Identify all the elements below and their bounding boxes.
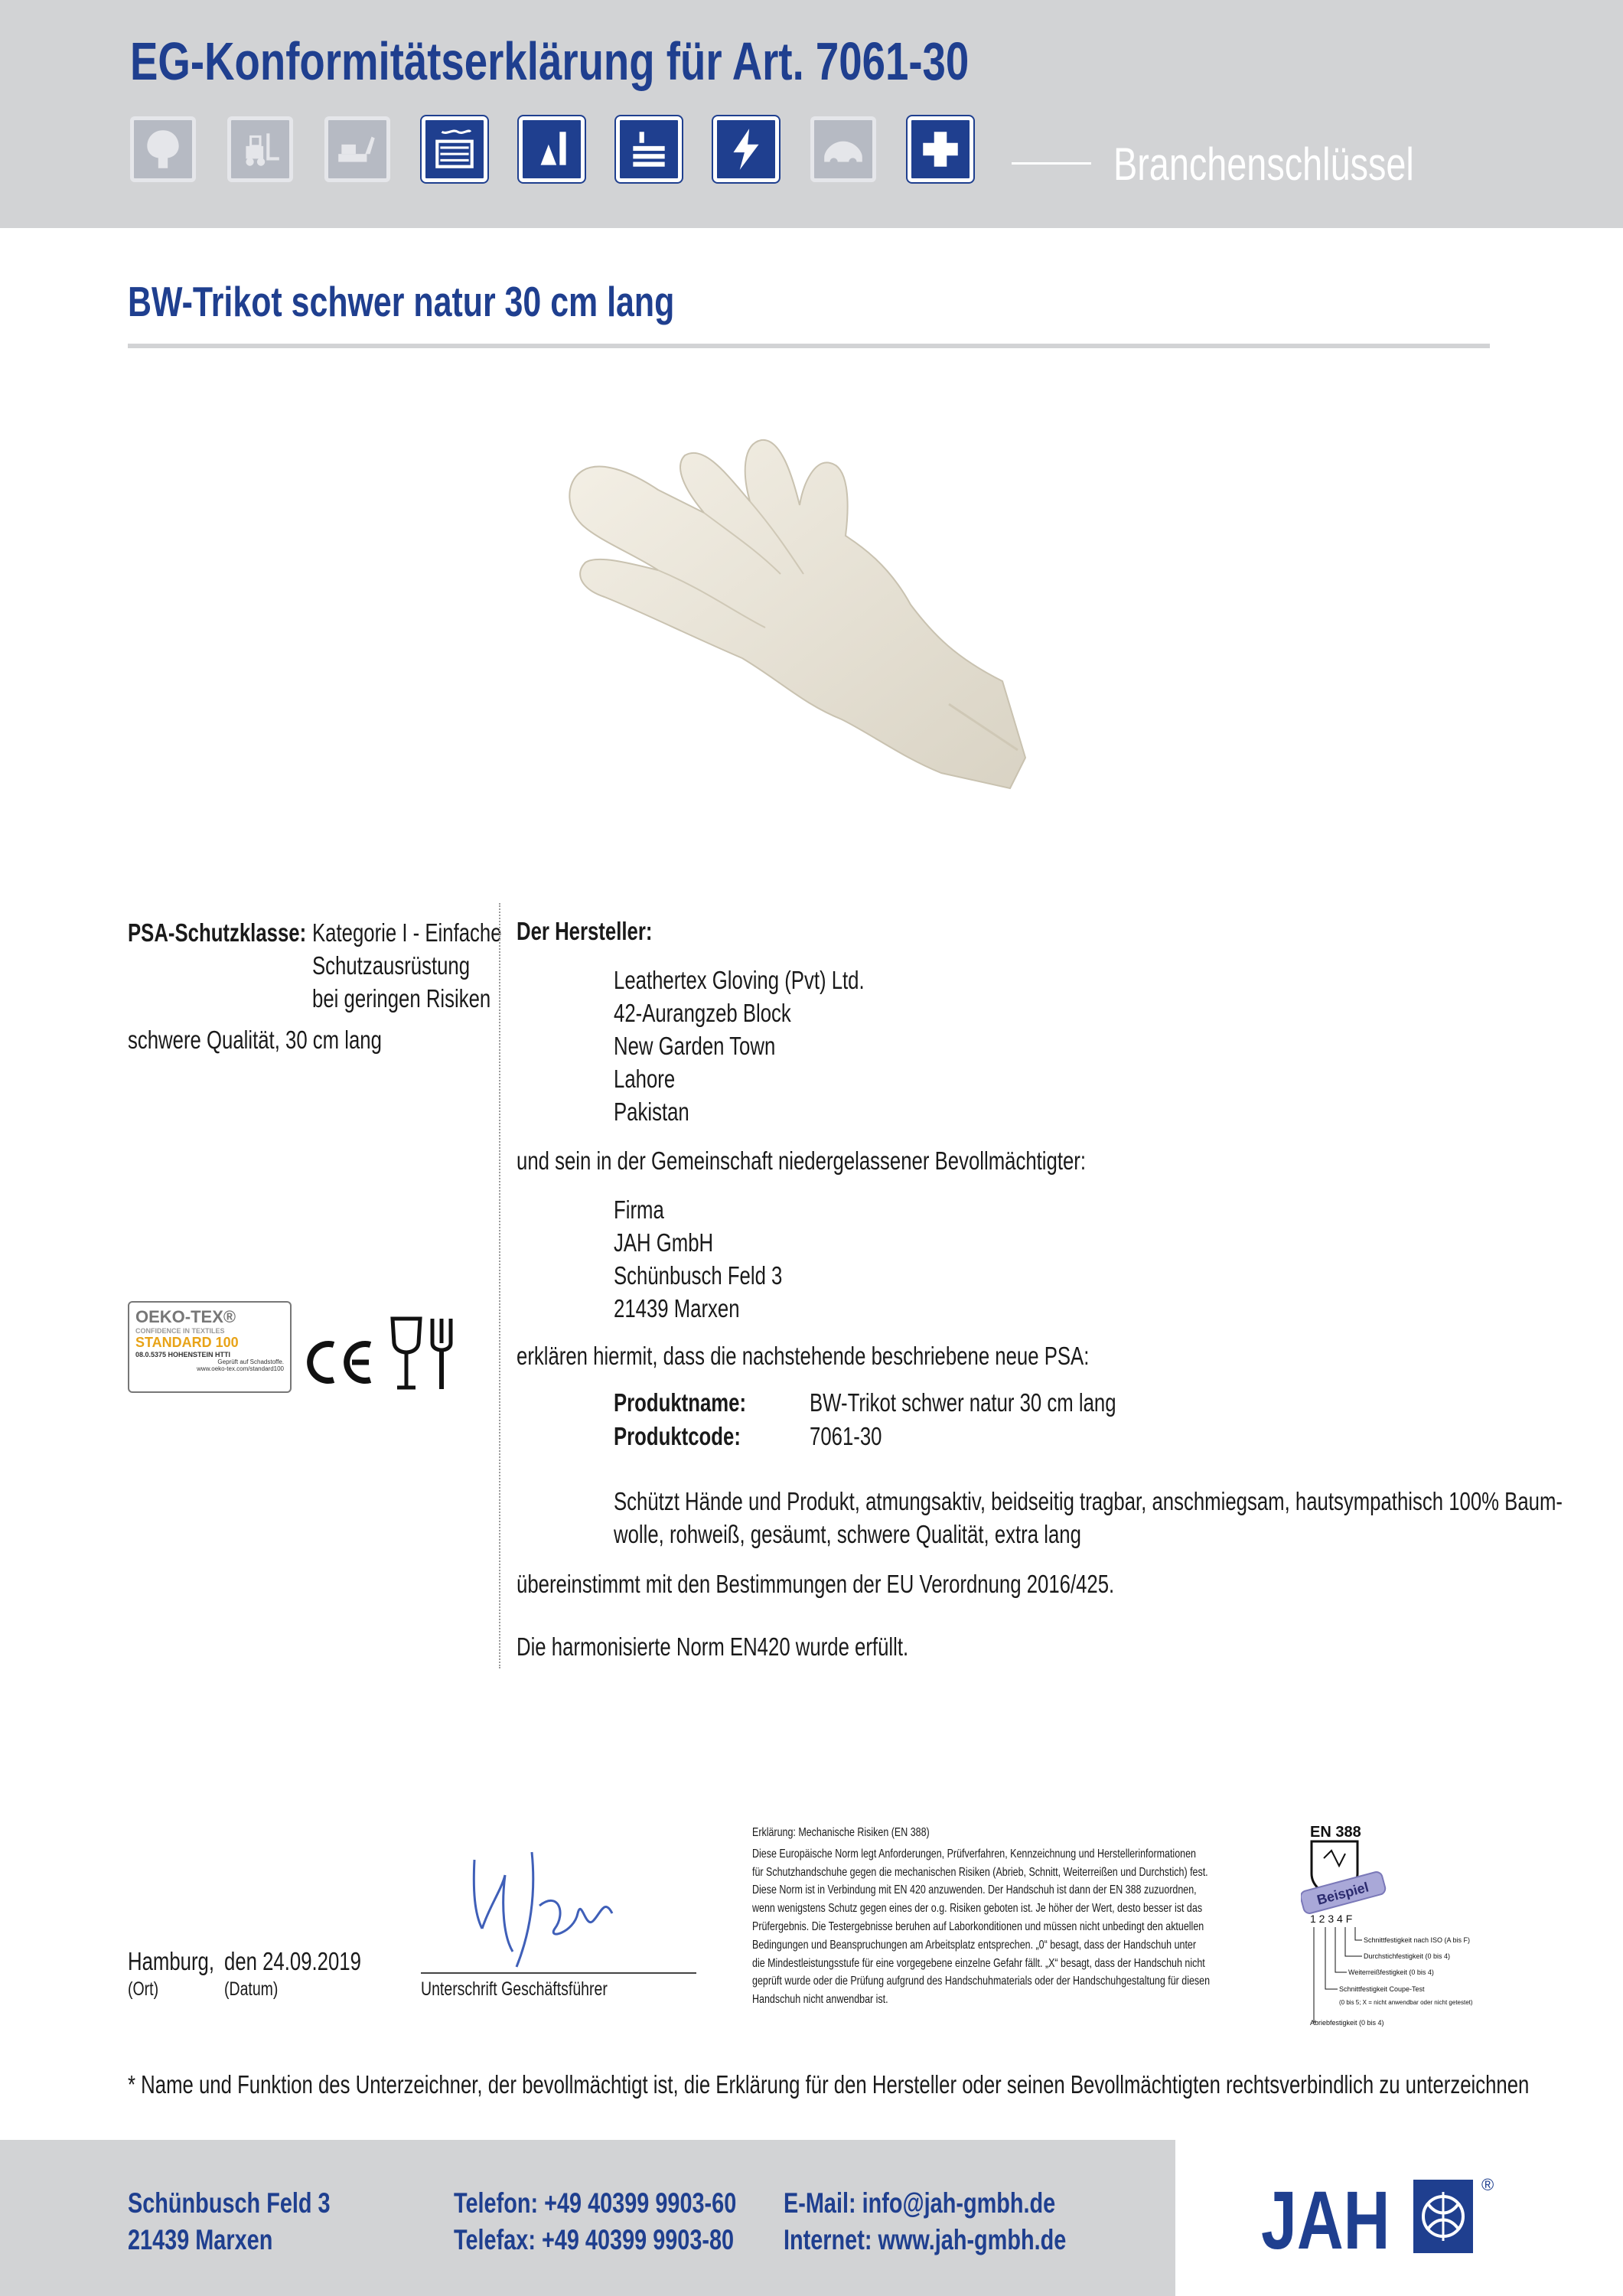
en388-legend-line: Durchstichfestigkeit (0 bis 4) [1364,1952,1451,1960]
tree-icon [130,116,196,182]
psa-class-line-2: Schutzausrüstung [312,951,471,980]
product-description-line-2: wolle, rohweiß, gesäumt, schwere Qualität, extra lang [614,1520,1081,1548]
page-header [0,0,1623,228]
en388-legend-line: Schnittfestigkeit nach ISO (A bis F) [1364,1936,1471,1944]
date-caption: (Datum) [224,1978,279,2000]
en388-legend-line: Abriebfestigkeit (0 bis 4) [1310,2019,1384,2027]
representative-address-line: Firma [614,1195,664,1224]
food-service-icon [616,116,682,182]
footer-city: 21439 Marxen [128,2224,273,2255]
product-code-value: 7061-30 [810,1422,882,1450]
representative-address-line: JAH GmbH [614,1228,714,1257]
explanation-line: wenn wenigstens Schutz gegen eines der o.g. Risiken geboten ist. Je höher der Wert, desto besser ist das [752,1902,1203,1916]
oeko-tex-standard: STANDARD 100 [135,1335,239,1350]
representative-address-line: 21439 Marxen [614,1294,740,1322]
explanation-line: Handschuh nicht anwendbar ist. [752,1993,888,2007]
oeko-tex-logo [128,1301,292,1393]
jah-emblem-icon [1413,2180,1473,2253]
product-name-label: Produktname: [614,1388,747,1417]
branch-label: Branchenschlüssel [1113,139,1414,190]
en388-legend-line: Schnittfestigkeit Coupe-Test [1339,1985,1425,1993]
construction-icon [324,116,390,182]
product-title: BW-Trikot schwer natur 30 cm lang [128,278,675,325]
jah-logo: JAH [1261,2174,1390,2266]
representative-intro: und sein in der Gemeinschaft niedergelassener Bevollmächtigter: [517,1146,1087,1175]
manufacturer-address-line: 42-Aurangzeb Block [614,999,791,1027]
explanation-line: geprüft wurde oder die Prüfung aufgrund des Handschuhmaterials oder der Handschuhgestaltung für diesen [752,1975,1211,1988]
column-divider [499,903,500,1668]
explanation-line: Bedingungen und Beanspruchungen am Arbeitsplatz entsprechen. „0“ besagt, dass der Handschuh unter [752,1938,1197,1952]
signature-date: den 24.09.2019 [224,1947,361,1975]
registered-mark: ® [1481,2175,1494,2194]
industry-icons [130,116,973,182]
quality-note: schwere Qualität, 30 cm lang [128,1026,382,1054]
representative-address-line: Schünbusch Feld 3 [614,1261,783,1290]
manufacturer-address-line: New Garden Town [614,1032,776,1060]
norm-statement: Die harmonisierte Norm EN420 wurde erfüllt. [517,1632,909,1661]
medical-cross-icon [908,116,973,182]
factory-icon [422,116,487,182]
food-safe-icon [386,1313,463,1397]
en388-digits: 1 2 3 4 F [1310,1913,1353,1925]
place-caption: (Ort) [128,1978,159,2000]
ce-mark-icon [300,1336,376,1389]
laboratory-icon [519,116,585,182]
conformity-statement: übereinstimmt mit den Bestimmungen der EU Verordnung 2016/425. [517,1570,1115,1598]
product-name-value: BW-Trikot schwer natur 30 cm lang [810,1388,1116,1417]
explanation-line: Prüfergebnis. Die Testergebnisse beruhen auf Laborkonditionen und müssen nicht unbedingt den aktuellen [752,1919,1204,1933]
oeko-tex-subtitle: CONFIDENCE IN TEXTILES [135,1327,225,1335]
psa-class-line-3: bei geringen Risiken [312,984,491,1013]
en388-legend-line: (0 bis 5; X = nicht anwendbar oder nicht getestet) [1339,1999,1473,2006]
document-title: EG-Konformitätserklärung für Art. 7061-30 [130,31,970,91]
footnote: * Name und Funktion des Unterzeichner, der bevollmächtigt ist, die Erklärung für den Hersteller oder seinen Bevollmächtigten rechtsverbindlich zu unterzeichnen [128,2070,1530,2099]
product-code-label: Produktcode: [614,1422,741,1450]
footer-website[interactable]: Internet: www.jah-gmbh.de [784,2224,1067,2255]
branch-divider [1012,162,1091,165]
manufacturer-heading: Der Hersteller: [517,917,653,945]
en388-explanation [752,1824,1280,2009]
footer-street: Schünbusch Feld 3 [128,2187,331,2219]
signature-place: Hamburg, [128,1947,215,1975]
oeko-tex-title: OEKO-TEX® [135,1307,236,1326]
psa-class-line-1: Kategorie I - Einfache [312,918,502,947]
en388-title: EN 388 [1310,1824,1361,1841]
product-description-line-1: Schützt Hände und Produkt, atmungsaktiv, beidseitig tragbar, anschmiegsam, hautsympathisch 100% Baum- [614,1487,1563,1515]
oeko-tex-note: Geprüft auf Schadstoffe. [217,1358,284,1365]
signer-caption: Unterschrift Geschäftsführer [421,1978,608,2000]
explanation-line: Diese Europäische Norm legt Anforderungen, Prüfverfahren, Kennzeichnung und Herstellerinformationen [752,1847,1196,1861]
oeko-tex-code: 08.0.5375 HOHENSTEIN HTTI [135,1351,231,1358]
manufacturer-address-line: Leathertex Gloving (Pvt) Ltd. [614,966,865,994]
en388-pictogram [1301,1820,1500,2042]
manufacturer-address-line: Lahore [614,1065,676,1093]
forklift-icon [227,116,293,182]
handwritten-signature [459,1844,627,1975]
signature-line [421,1972,696,1974]
automotive-icon [810,116,876,182]
footer-email[interactable]: E-Mail: info@jah-gmbh.de [784,2187,1056,2219]
declaration-intro: erklären hiermit, dass die nachstehende beschriebene neue PSA: [517,1342,1090,1370]
footer-phone: Telefon: +49 40399 9903-60 [454,2187,737,2219]
explanation-heading: Erklärung: Mechanische Risiken (EN 388) [752,1826,930,1839]
title-rule [128,344,1490,348]
oeko-tex-url: www.oeko-tex.com/standard100 [197,1365,284,1372]
footer-fax: Telefax: +49 40399 9903-80 [454,2224,735,2255]
explanation-line: Diese Norm ist in Verbindung mit EN 420 anzuwenden. Der Handschuh ist dann der EN 388 zuzuordnen, [752,1883,1197,1897]
glove-image [551,429,1056,811]
explanation-line: die Mindestleistungsstufe für eine vorgegebene einzelne Gefahr fällt. „X“ besagt, dass der Handschuh nicht [752,1956,1205,1970]
manufacturer-address-line: Pakistan [614,1097,689,1126]
electricity-icon [713,116,779,182]
en388-legend-line: Weiterreißfestigkeit (0 bis 4) [1348,1968,1434,1976]
en388-badge: Beispiel [1315,1879,1370,1908]
explanation-line: für Schutzhandschuhe gegen die mechanischen Risiken (Abrieb, Schnitt, Weiterreißen und Durchstich) fest. [752,1865,1208,1879]
psa-class-label: PSA-Schutzklasse: [128,918,307,947]
